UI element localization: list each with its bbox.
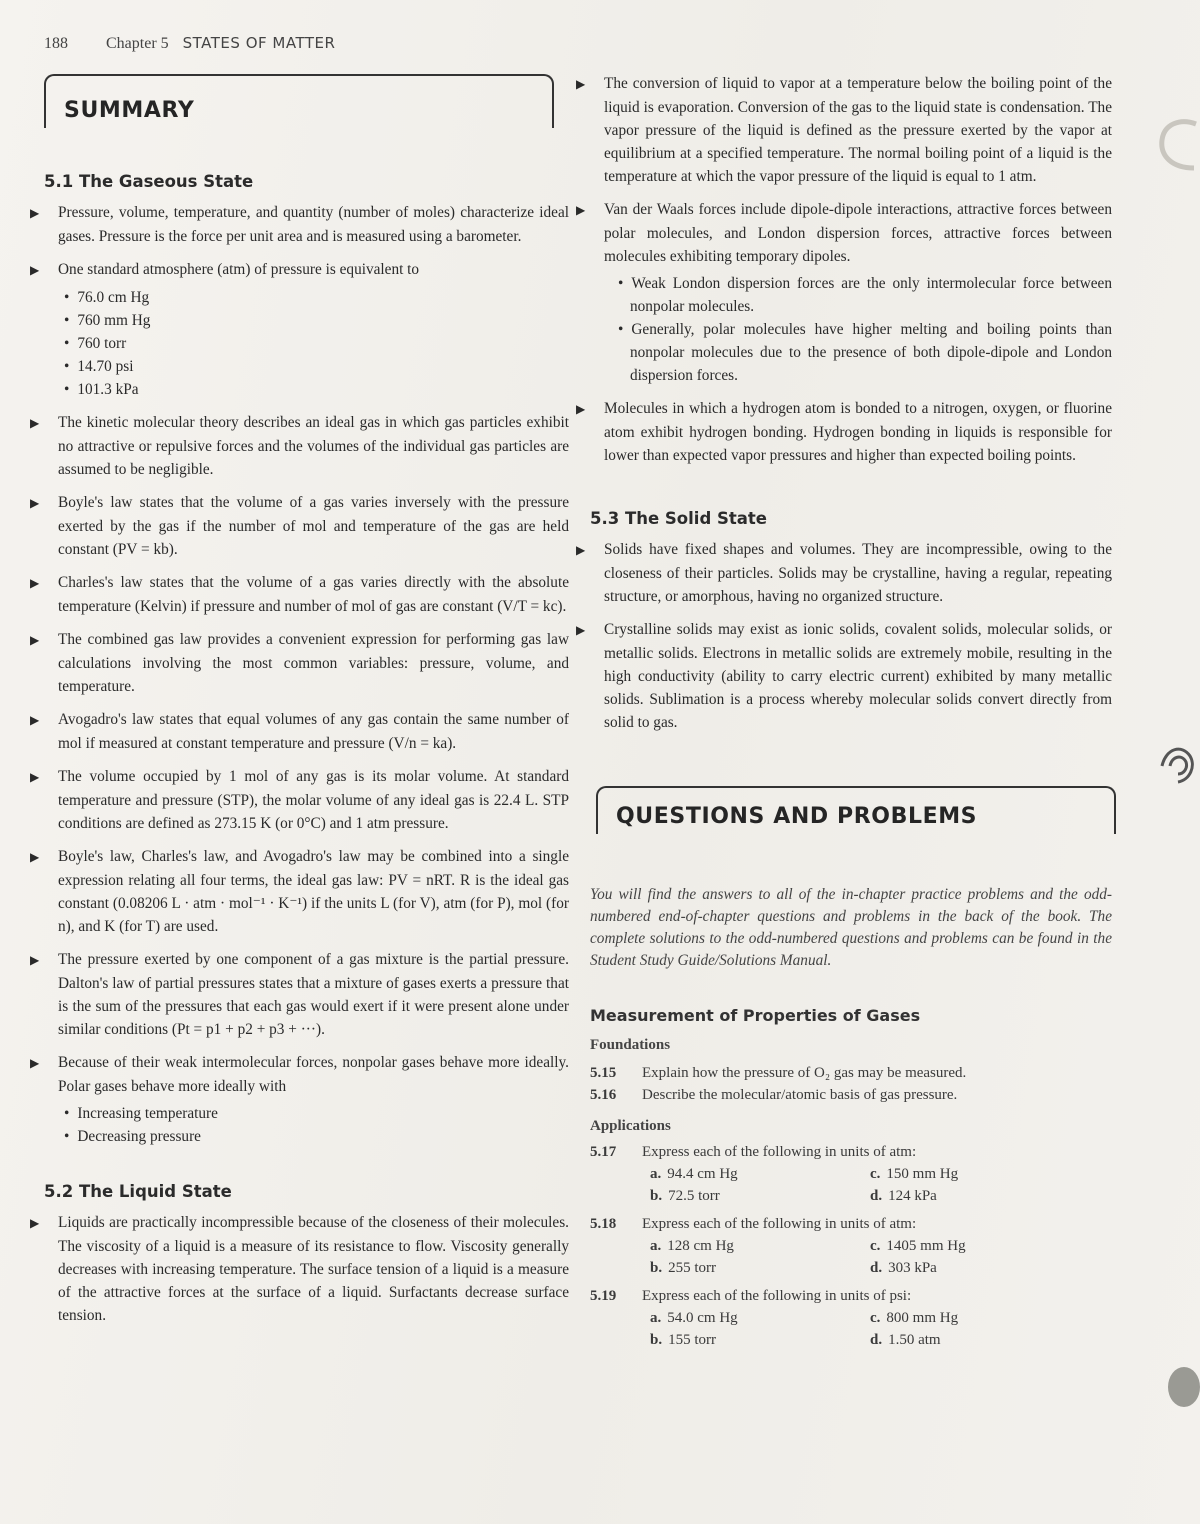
question-part: d. 1.50 atm: [870, 1332, 941, 1348]
question-item: [590, 1285, 1112, 1307]
list-item: • Weak London dispersion forces are the only intermolecular force between nonpolar molecules.: [618, 272, 1112, 318]
question-parts: [590, 1307, 1112, 1351]
question-part: b. 72.5 torr: [650, 1188, 720, 1204]
question-part: d. 124 kPa: [870, 1188, 937, 1204]
summary-para: ▶ Molecules in which a hydrogen atom is bonded to a nitrogen, oxygen, or fluorine atom exhibit hydrogen bonding. Hydrogen bonding in liquids is responsible for lower than expected vapor pressures and higher than expected boiling points.: [576, 400, 1112, 464]
section-title-5-1: 5.1 The Gaseous State: [44, 172, 254, 191]
question-number: 5.15: [590, 1065, 617, 1081]
question-part: a. 128 cm Hg: [650, 1238, 734, 1254]
summary-para: ▶ Charles's law states that the volume of a gas varies directly with the absolute temperature (Kelvin) if pressure and number of mol of gas are constant (V/T = kc).: [30, 574, 569, 615]
summary-para: ▶ Crystalline solids may exist as ionic solids, covalent solids, molecular solids, or metallic solids. Electrons in metallic solids are extremely mobile, resulting in the high conductivity (ability to carry electric current) exhibited by many metallic solids. Sublimation is a process whereby molecular solids convert directly from solid to gas.: [576, 621, 1112, 731]
question-item: [590, 1062, 1112, 1084]
questions-heading: QUESTIONS AND PROBLEMS: [616, 804, 978, 829]
list-item: • 14.70 psi: [64, 355, 569, 378]
list-item: • 760 mm Hg: [64, 309, 569, 332]
summary-para: ▶ Pressure, volume, temperature, and quantity (number of moles) characterize ideal gases. Pressure is the force per unit area and is measured using a barometer.: [30, 204, 569, 245]
summary-para: ▶ Van der Waals forces include dipole-dipole interactions, attractive forces between polar molecules, and London dispersion forces, attractive forces between molecules exhibiting temporary dipoles.: [576, 201, 1112, 265]
list-item: • Generally, polar molecules have higher melting and boiling points than nonpolar molecules due to the presence of both dipole-dipole and London dispersion forces.: [618, 318, 1112, 387]
question-number: 5.16: [590, 1087, 617, 1103]
section-title-5-2: 5.2 The Liquid State: [44, 1182, 232, 1201]
list-item: • 760 torr: [64, 332, 569, 355]
question-text: Express each of the following in units of atm:: [642, 1144, 917, 1160]
question-part: c. 800 mm Hg: [870, 1310, 959, 1326]
question-part: c. 1405 mm Hg: [870, 1238, 966, 1254]
question-parts: [590, 1163, 1112, 1207]
question-part: a. 94.4 cm Hg: [650, 1166, 738, 1182]
margin-spiral-mark-icon: [1156, 738, 1200, 794]
question-part: b. 155 torr: [650, 1332, 717, 1348]
question-part: d. 303 kPa: [870, 1260, 937, 1276]
list-item: • Increasing temperature: [64, 1102, 569, 1125]
question-part: b. 255 torr: [650, 1260, 717, 1276]
question-item: [590, 1084, 1112, 1106]
chapter-label: Chapter 5: [106, 35, 169, 52]
summary-para: ▶ Because of their weak intermolecular forces, nonpolar gases behave more ideally. Polar gases behave more ideally with: [30, 1054, 569, 1095]
margin-scan-mark-icon: [1150, 110, 1200, 180]
page-number: 188: [44, 35, 68, 52]
question-part: c. 150 mm Hg: [870, 1166, 959, 1182]
list-item: • 76.0 cm Hg: [64, 286, 569, 309]
summary-heading: SUMMARY: [64, 98, 195, 123]
summary-para: ▶ Solids have fixed shapes and volumes. They are incompressible, owing to the closeness of their particles. Solids may be crystalline, having a regular, repeating structure, or amorphous, having no organized structure.: [576, 541, 1112, 605]
question-number: 5.19: [590, 1288, 617, 1304]
applications-label: Applications: [590, 1118, 671, 1134]
question-number: 5.17: [590, 1144, 617, 1160]
foundations-label: Foundations: [590, 1037, 671, 1053]
summary-para: ▶ Boyle's law states that the volume of a gas varies inversely with the pressure exerted by the gas if the number of mol and temperature of the gas are held constant (PV = kb).: [30, 494, 569, 558]
running-head: [44, 34, 335, 53]
questions-intro: You will find the answers to all of the in-chapter practice problems and the odd-numbered end-of-chapter questions and problems in the back of the book. The complete solutions to the odd-numbered questions and problems can be found in the Student Study Guide/Solutions Manual.: [590, 886, 1112, 969]
question-text: Express each of the following in units of psi:: [642, 1288, 912, 1304]
question-text: Express each of the following in units of atm:: [642, 1216, 917, 1232]
question-parts: [590, 1235, 1112, 1279]
summary-header-box: [44, 74, 554, 128]
summary-para: ▶ Liquids are practically incompressible because of the closeness of their molecules. The viscosity of a liquid is a measure of its resistance to flow. Viscosity generally decreases with increasing temperature. The surface tension of a liquid is a measure of the attractive forces at the surface of a liquid. Surfactants decrease surface tension.: [30, 1214, 569, 1324]
margin-blot-mark-icon: [1162, 1364, 1200, 1410]
ideal-conditions-list: [44, 1102, 569, 1148]
summary-para: ▶ The conversion of liquid to vapor at a temperature below the boiling point of the liquid is evaporation. Conversion of the gas to the liquid state is condensation. The vapor pressure of the liquid is defined as the pressure exerted by the vapor at equilibrium at a specified temperature. The normal boiling point of a liquid is the temperature at which the vapor pressure of the liquid is equal to 1 atm.: [576, 75, 1112, 185]
question-item: [590, 1141, 1112, 1163]
question-text: Explain how the pressure of O₂ gas may be measured.: [642, 1065, 967, 1081]
summary-para: ▶ Avogadro's law states that equal volumes of any gas contain the same number of mol if measured at constant temperature and pressure (V/n = ka).: [30, 711, 569, 752]
summary-para: ▶ The combined gas law provides a convenient expression for performing gas law calculations involving the most common variables: pressure, volume, and temperature.: [30, 631, 569, 695]
questions-header-box: [596, 786, 1116, 834]
question-number: 5.18: [590, 1216, 617, 1232]
questions-section-title: Measurement of Properties of Gases: [590, 1006, 921, 1025]
van-der-waals-list: [590, 272, 1112, 387]
summary-para: ▶ The volume occupied by 1 mol of any gas is its molar volume. At standard temperature and pressure (STP), the molar volume of any ideal gas is 22.4 L. STP conditions are defined as 273.15 K (or 0°C) and 1 atm pressure.: [30, 768, 569, 832]
summary-para: ▶ Boyle's law, Charles's law, and Avogadro's law may be combined into a single expression relating all four terms, the ideal gas law: PV = nRT. R is the ideal gas constant (0.08206 L · atm · mol⁻¹ · K⁻¹) if the units L (for V), atm (for P), mol (for n), and K (for T) are used.: [30, 848, 569, 935]
question-text: Describe the molecular/atomic basis of gas pressure.: [642, 1087, 958, 1103]
section-title-5-3: 5.3 The Solid State: [590, 509, 767, 528]
question-item: [590, 1213, 1112, 1235]
left-column: [30, 74, 569, 1337]
question-part: a. 54.0 cm Hg: [650, 1310, 738, 1326]
chapter-title: STATES OF MATTER: [182, 34, 336, 52]
summary-para: ▶ The kinetic molecular theory describes an ideal gas in which gas particles exhibit no attractive or repulsive forces and the volumes of the individual gas particles are assumed to be negligible.: [30, 414, 569, 478]
pressure-equivalents-list: [44, 286, 569, 401]
summary-para: ▶ One standard atmosphere (atm) of pressure is equivalent to: [30, 261, 420, 278]
summary-para: ▶ The pressure exerted by one component of a gas mixture is the partial pressure. Dalton's law of partial pressures states that a mixture of gases exerts a pressure that is the sum of the pressures that each gas would exert if it were present alone under similar conditions (Pt = p1 + p2 + p3 + ···).: [30, 951, 569, 1038]
list-item: • Decreasing pressure: [64, 1125, 569, 1148]
right-column: [576, 72, 1112, 1351]
list-item: • 101.3 kPa: [64, 378, 569, 401]
